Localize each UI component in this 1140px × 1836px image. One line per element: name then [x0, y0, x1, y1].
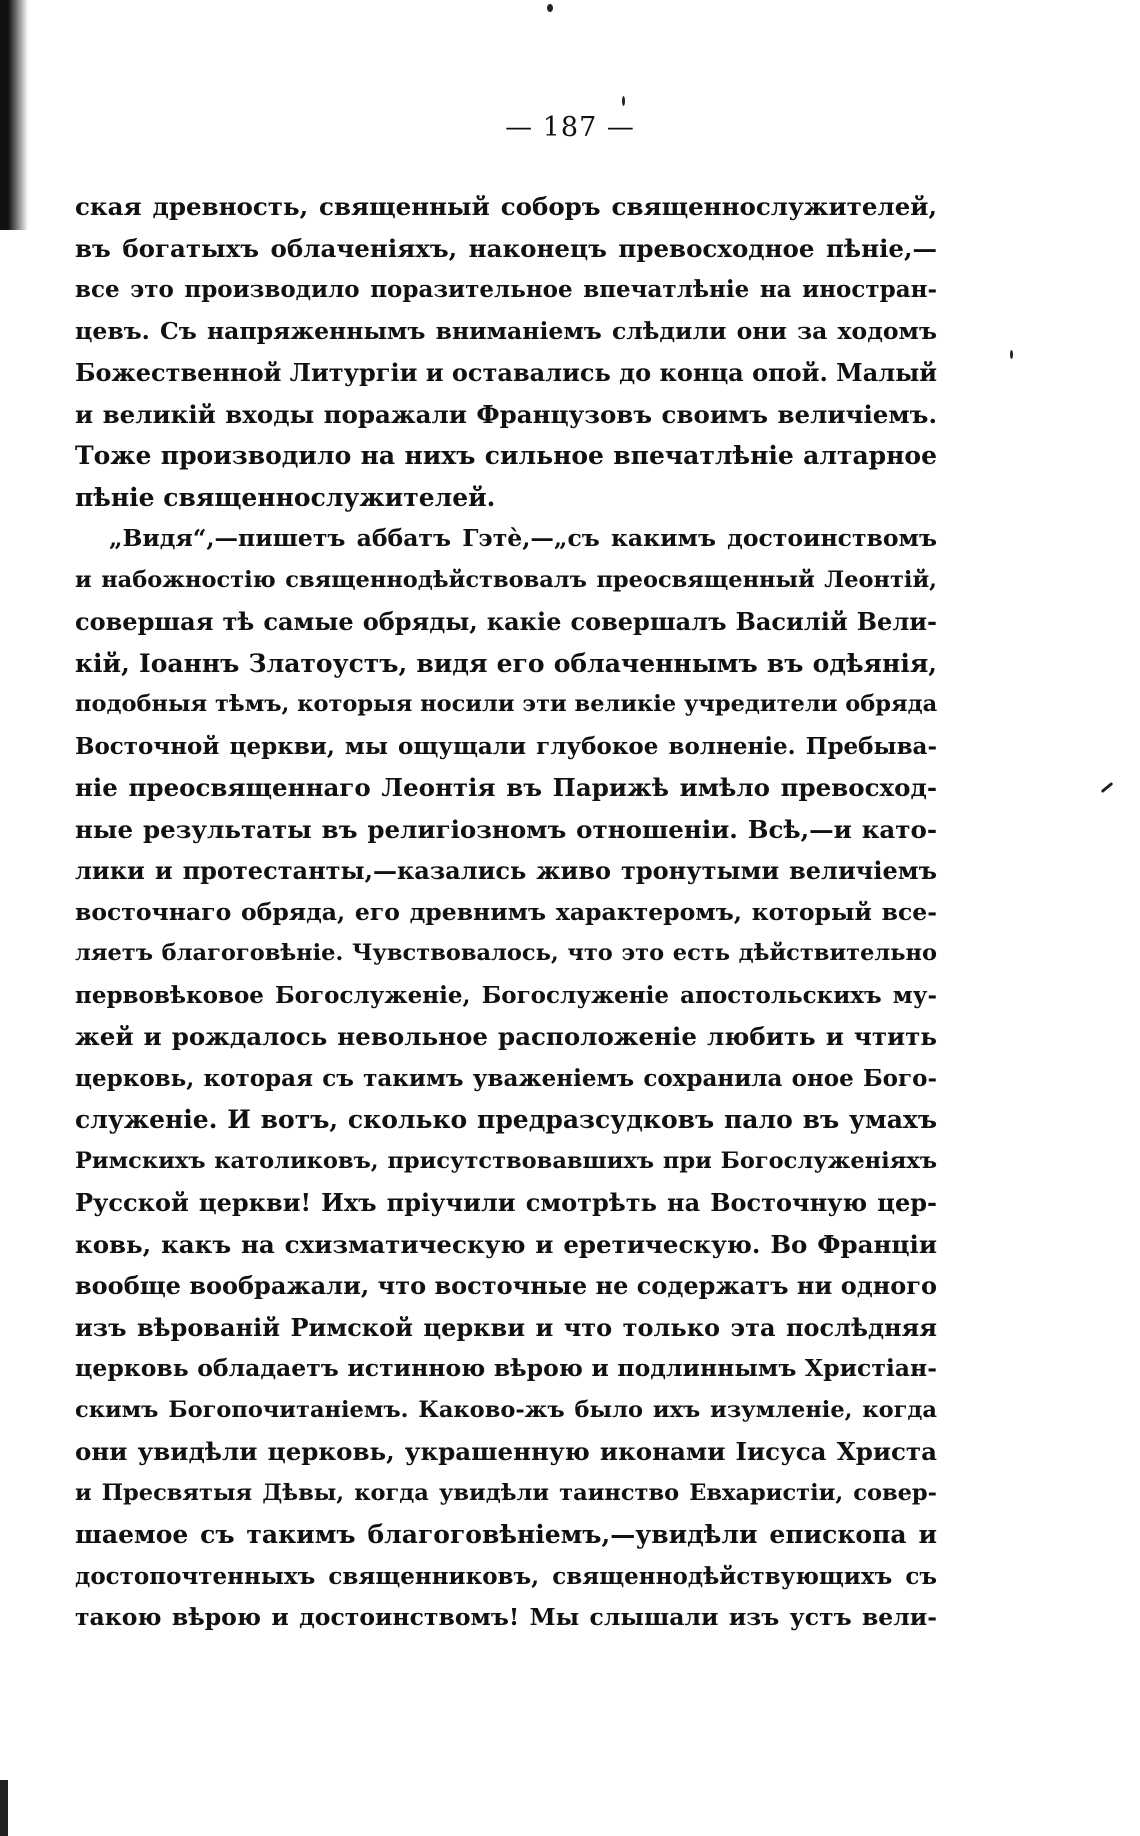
text-line: Восточной церкви, мы ощущали глубокое волненіе. Пребыва-	[75, 732, 937, 760]
text-line: скимъ Богопочитаніемъ. Каково-жъ было ихъ изумленіе, когда	[75, 1396, 937, 1423]
text-line: и Пресвятыя Дѣвы, когда увидѣли таинство Евхаристіи, совер-	[75, 1479, 937, 1506]
text-line: ская древность, священный соборъ священнослужителей,	[75, 192, 937, 221]
text-line: лики и протестанты,—казались живо тронутыми величіемъ	[75, 856, 937, 885]
scan-speck	[622, 96, 625, 106]
text-line: въ богатыхъ облаченіяхъ, наконецъ превосходное пѣніе,—	[75, 233, 937, 263]
text-line: служеніе. И вотъ, сколько предразсудковъ пало въ умахъ	[75, 1105, 937, 1134]
text-line: первовѣковое Богослуженіе, Богослуженіе апостольскихъ му-	[75, 981, 937, 1009]
text-line: восточнаго обряда, его древнимъ характеромъ, который все-	[75, 897, 937, 926]
text-line: ніе преосвященнаго Леонтія въ Парижѣ имѣло превосход-	[75, 773, 937, 802]
text-line: они увидѣли церковь, украшенную иконами Іисуса Христа	[75, 1437, 937, 1466]
text-line: жей и рождалось невольное расположеніе любить и чтить	[75, 1022, 937, 1051]
text-line: и набожностію священнодѣйствовалъ преосвященный Леонтій,	[75, 566, 937, 593]
text-line: кій, Іоаннъ Златоустъ, видя его облаченнымъ въ одѣянія,	[75, 648, 937, 678]
page-number: — 187 —	[505, 112, 635, 143]
text-line: Римскихъ католиковъ, присутствовавшихъ при Богослуженіяхъ	[75, 1147, 937, 1174]
text-line: Божественной Литургіи и оставались до конца опой. Малый	[75, 358, 937, 387]
text-line: ляетъ благоговѣніе. Чувствовалось, что это есть дѣйствительно	[75, 940, 937, 966]
text-line: церковь обладаетъ истинною вѣрою и подлиннымъ Христіан-	[75, 1354, 937, 1382]
text-line: достопочтенныхъ священниковъ, священнодѣйствующихъ съ	[75, 1562, 937, 1590]
body-text	[75, 186, 937, 1639]
text-line: такою вѣрою и достоинствомъ! Мы слышали изъ устъ вели-	[75, 1603, 937, 1631]
text-line: Русской церкви! Ихъ пріучили смотрѣть на Восточную цер-	[75, 1188, 937, 1217]
text-line: изъ вѣрованій Римской церкви и что только эта послѣдняя	[75, 1312, 937, 1342]
text-line: ные результаты въ религіозномъ отношеніи. Всѣ,—и като-	[75, 814, 937, 844]
text-line: пѣніе священнослужителей.	[75, 482, 496, 512]
text-line: подобныя тѣмъ, которыя носили эти великіе учредители обряда	[75, 691, 937, 717]
text-line: цевъ. Съ напряженнымъ вниманіемъ слѣдили они за ходомъ	[75, 316, 937, 345]
scan-speck	[1010, 350, 1013, 359]
scan-edge-mark	[0, 1780, 8, 1836]
text-line: Тоже производило на нихъ сильное впечатлѣніе алтарное	[75, 441, 937, 470]
text-line: церковь, которая съ такимъ уваженіемъ сохранила оное Бого-	[75, 1064, 937, 1092]
text-line: вообще воображали, что восточные не содержатъ ни одного	[75, 1271, 937, 1300]
text-line-paragraph-start: „Видя“,—пишетъ аббатъ Гэтѐ,—„съ какимъ достоинствомъ	[109, 524, 937, 552]
text-line: шаемое съ такимъ благоговѣніемъ,—увидѣли епископа и	[75, 1520, 937, 1549]
text-line: совершая тѣ самые обряды, какіе совершалъ Василій Вели-	[75, 607, 937, 636]
text-line: и великій входы поражали Французовъ своимъ величіемъ.	[75, 399, 937, 429]
scan-speck	[1101, 782, 1114, 793]
text-line: все это производило поразительное впечатлѣніе на иностран-	[75, 276, 937, 303]
scan-speck	[547, 4, 553, 12]
text-line: ковь, какъ на схизматическую и еретическую. Во Франціи	[75, 1229, 937, 1259]
